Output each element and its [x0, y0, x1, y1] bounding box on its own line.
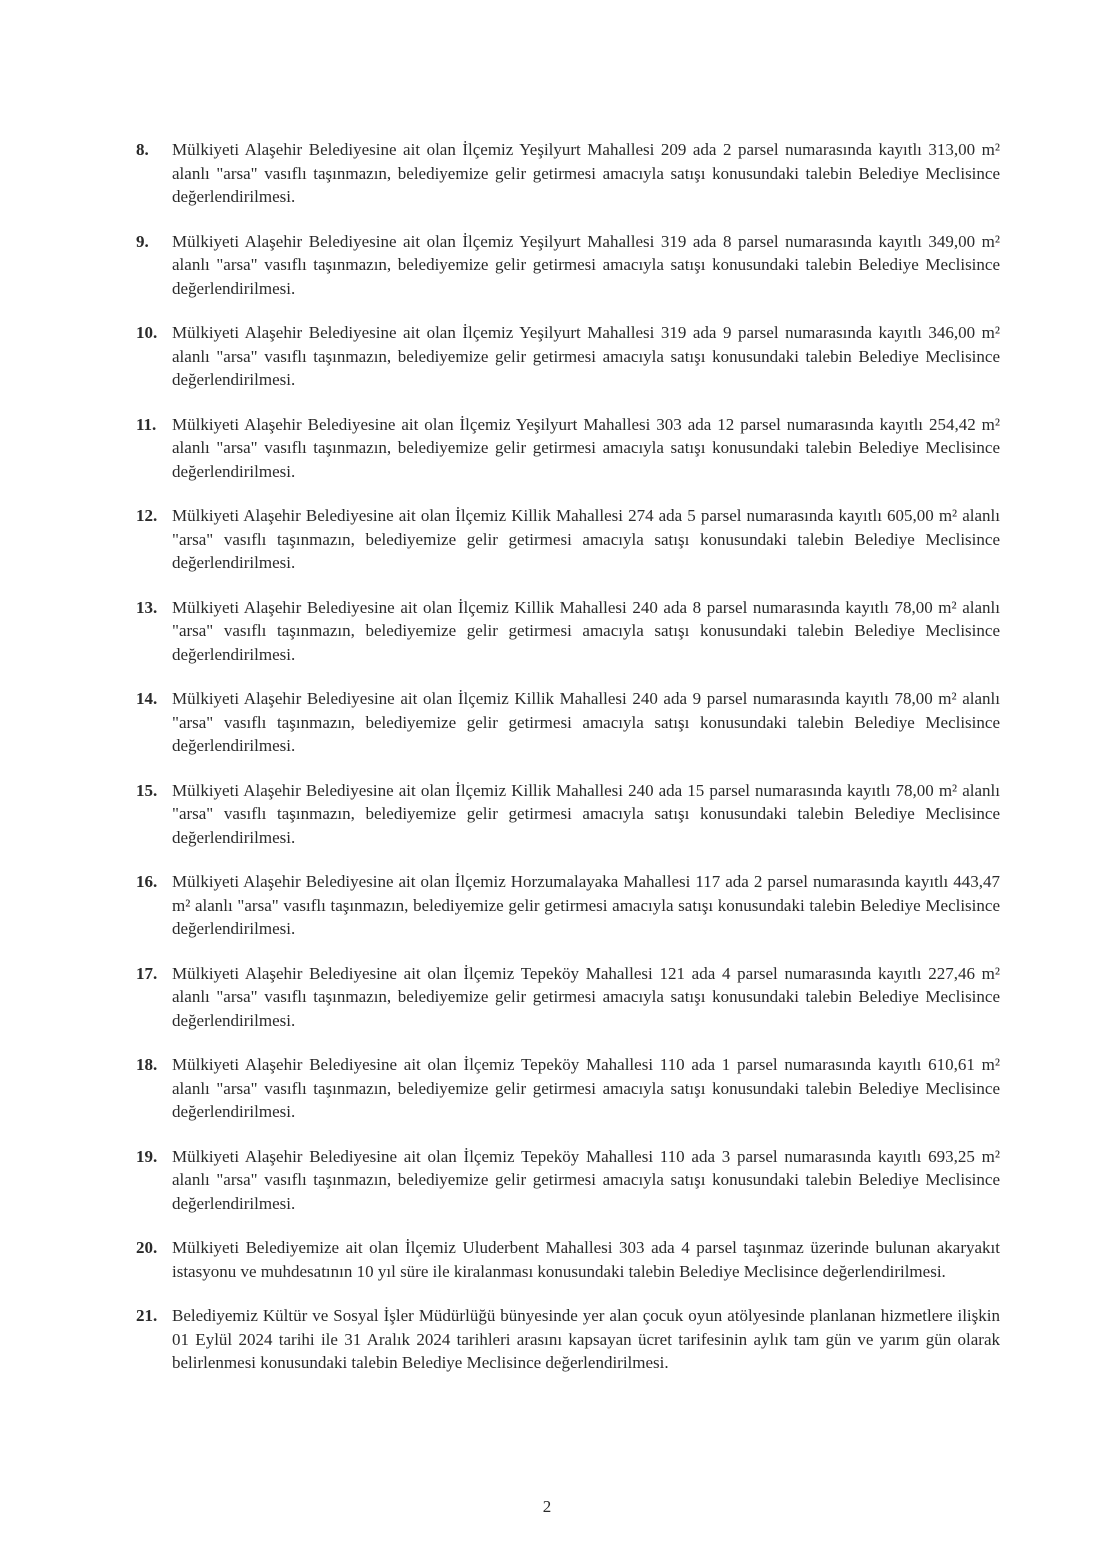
item-number: 21.: [136, 1306, 158, 1325]
item-number: 16.: [136, 872, 158, 891]
agenda-item: [136, 321, 1000, 392]
agenda-item: [136, 504, 1000, 575]
item-number: 20.: [136, 1238, 158, 1257]
agenda-item: [136, 779, 1000, 850]
agenda-item: [136, 230, 1000, 301]
agenda-item: [136, 138, 1000, 209]
item-text: Mülkiyeti Alaşehir Belediyesine ait olan İlçemiz Tepeköy Mahallesi 110 ada 1 parsel numarasında kayıtlı 610,61 m² alanlı "arsa" vasıflı taşınmazın, belediyemize gelir getirmesi amacıyla satışı konusundaki talebin Belediye Meclisince değerlendirilmesi.: [172, 1055, 1000, 1121]
item-text: Mülkiyeti Belediyemize ait olan İlçemiz Uluderbent Mahallesi 303 ada 4 parsel taşınmaz üzerinde bulunan akaryakıt istasyonu ve muhdesatının 10 yıl süre ile kiralanması konusundaki talebin Belediye Meclisince değerlendirilmesi.: [172, 1238, 1000, 1281]
item-text: Mülkiyeti Alaşehir Belediyesine ait olan İlçemiz Tepeköy Mahallesi 121 ada 4 parsel numarasında kayıtlı 227,46 m² alanlı "arsa" vasıflı taşınmazın, belediyemize gelir getirmesi amacıyla satışı konusundaki talebin Belediye Meclisince değerlendirilmesi.: [172, 963, 1000, 1030]
item-text: Mülkiyeti Alaşehir Belediyesine ait olan İlçemiz Tepeköy Mahallesi 110 ada 3 parsel numarasında kayıtlı 693,25 m² alanlı "arsa" vasıflı taşınmazın, belediyemize gelir getirmesi amacıyla satışı konusundaki talebin Belediye Meclisince değerlendirilmesi.: [172, 1146, 1000, 1213]
item-number: 19.: [136, 1146, 158, 1166]
item-text: Mülkiyeti Alaşehir Belediyesine ait olan İlçemiz Killik Mahallesi 240 ada 8 parsel numarasında kayıtlı 78,00 m² alanlı "arsa" vasıflı taşınmazın, belediyemize gelir getirmesi amacıyla satışı konusundaki talebin Belediye Meclisince değerlendirilmesi.: [172, 597, 1000, 664]
page-number: 2: [542, 1497, 552, 1516]
item-text: Mülkiyeti Alaşehir Belediyesine ait olan İlçemiz Yeşilyurt Mahallesi 303 ada 12 parsel numarasında kayıtlı 254,42 m² alanlı "arsa" vasıflı taşınmazın, belediyemize gelir getirmesi amacıyla satışı konusundaki talebin Belediye Meclisince değerlendirilmesi.: [172, 414, 1000, 481]
item-text: Mülkiyeti Alaşehir Belediyesine ait olan İlçemiz Horzumalayaka Mahallesi 117 ada 2 parsel numarasında kayıtlı 443,47 m² alanlı "arsa" vasıflı taşınmazın, belediyemize gelir getirmesi amacıyla satışı konusundaki talebin Belediye Meclisince değerlendirilmesi.: [172, 872, 1000, 938]
agenda-item: [136, 1145, 1000, 1216]
agenda-list: [136, 138, 1000, 1396]
item-number: 18.: [136, 1055, 158, 1074]
item-text: Mülkiyeti Alaşehir Belediyesine ait olan İlçemiz Killik Mahallesi 240 ada 15 parsel numarasında kayıtlı 78,00 m² alanlı "arsa" vasıflı taşınmazın, belediyemize gelir getirmesi amacıyla satışı konusundaki talebin Belediye Meclisince değerlendirilmesi.: [172, 780, 1000, 847]
agenda-item: [136, 596, 1000, 667]
agenda-item: [136, 962, 1000, 1033]
item-number: 11.: [136, 414, 157, 434]
item-number: 9.: [136, 231, 149, 251]
item-number: 12.: [136, 506, 158, 525]
item-number: 8.: [136, 140, 149, 159]
item-text: Mülkiyeti Alaşehir Belediyesine ait olan İlçemiz Killik Mahallesi 240 ada 9 parsel numarasında kayıtlı 78,00 m² alanlı "arsa" vasıflı taşınmazın, belediyemize gelir getirmesi amacıyla satışı konusundaki talebin Belediye Meclisince değerlendirilmesi.: [172, 689, 1000, 755]
item-text: Belediyemiz Kültür ve Sosyal İşler Müdürlüğü bünyesinde yer alan çocuk oyun atölyesinde planlanan hizmetlere ilişkin 01 Eylül 2024 tarihi ile 31 Aralık 2024 tarihleri arasını kapsayan ücret tarifesinin aylık tam gün ve yarım gün olarak belirlenmesi konusundaki talebin Belediye Meclisince değerlendirilmesi.: [172, 1306, 1000, 1372]
item-text: Mülkiyeti Alaşehir Belediyesine ait olan İlçemiz Yeşilyurt Mahallesi 319 ada 9 parsel numarasında kayıtlı 346,00 m² alanlı "arsa" vasıflı taşınmazın, belediyemize gelir getirmesi amacıyla satışı konusundaki talebin Belediye Meclisince değerlendirilmesi.: [172, 323, 1000, 389]
agenda-item: [136, 870, 1000, 941]
agenda-item: [136, 1304, 1000, 1375]
item-number: 10.: [136, 323, 158, 342]
item-text: Mülkiyeti Alaşehir Belediyesine ait olan İlçemiz Yeşilyurt Mahallesi 209 ada 2 parsel numarasında kayıtlı 313,00 m² alanlı "arsa" vasıflı taşınmazın, belediyemize gelir getirmesi amacıyla satışı konusundaki talebin Belediye Meclisince değerlendirilmesi.: [172, 140, 1000, 206]
agenda-item: [136, 1236, 1000, 1283]
item-number: 15.: [136, 780, 158, 800]
item-number: 14.: [136, 689, 158, 708]
item-text: Mülkiyeti Alaşehir Belediyesine ait olan İlçemiz Killik Mahallesi 274 ada 5 parsel numarasında kayıtlı 605,00 m² alanlı "arsa" vasıflı taşınmazın, belediyemize gelir getirmesi amacıyla satışı konusundaki talebin Belediye Meclisince değerlendirilmesi.: [172, 506, 1000, 572]
agenda-item: [136, 1053, 1000, 1124]
agenda-item: [136, 413, 1000, 484]
item-number: 17.: [136, 963, 158, 983]
item-number: 13.: [136, 597, 158, 617]
item-text: Mülkiyeti Alaşehir Belediyesine ait olan İlçemiz Yeşilyurt Mahallesi 319 ada 8 parsel numarasında kayıtlı 349,00 m² alanlı "arsa" vasıflı taşınmazın, belediyemize gelir getirmesi amacıyla satışı konusundaki talebin Belediye Meclisince değerlendirilmesi.: [172, 231, 1000, 298]
agenda-item: [136, 687, 1000, 758]
